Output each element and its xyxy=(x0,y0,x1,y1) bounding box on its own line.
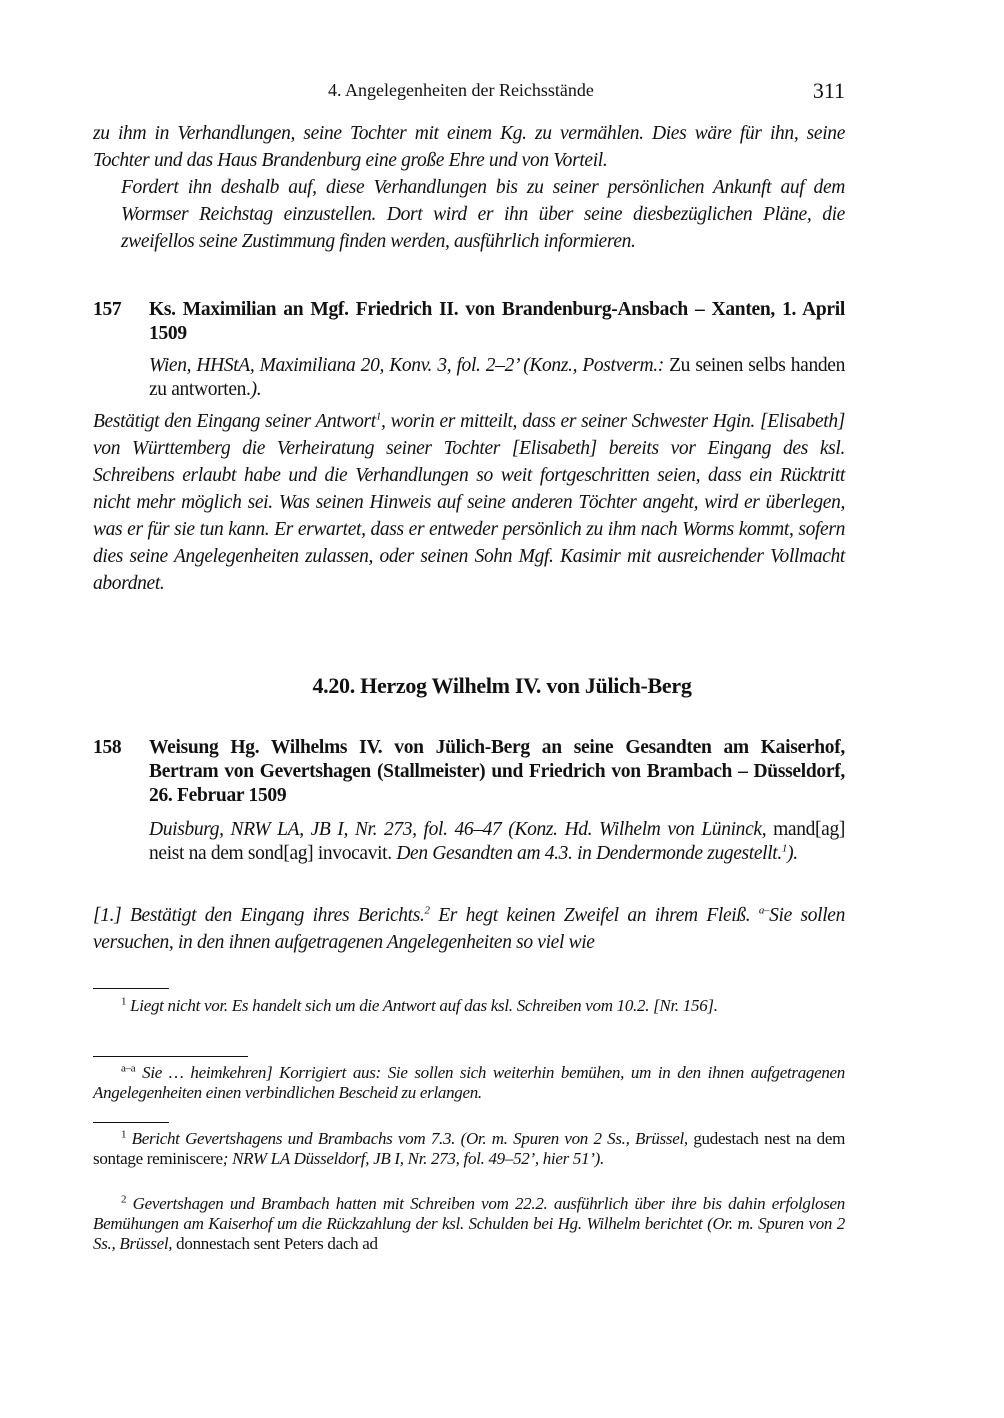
footnote-text: ; NRW LA Düsseldorf, JB I, Nr. 273, fol. 49–52’, hier 51’). xyxy=(222,1149,604,1168)
entry-157-heading xyxy=(93,298,845,346)
page-number: 311 xyxy=(812,78,845,103)
footnote-number: 1 xyxy=(121,1128,127,1141)
running-title: 4. Angelegenheiten der Reichsstände xyxy=(328,80,594,100)
footnote-number: a–a xyxy=(121,1062,136,1075)
footnote-ref[interactable]: 2 xyxy=(424,904,430,917)
section-heading: 4.20. Herzog Wilhelm IV. von Jülich-Berg xyxy=(312,673,692,698)
source-text: ). xyxy=(250,379,262,400)
intro-text xyxy=(93,120,845,255)
intro-paragraph-1: zu ihm in Verhandlungen, seine Tochter mit einem Kg. zu vermählen. Dies wäre für ihn, seine Tochter und das Haus Brandenburg eine große Ehre und von Vorteil. xyxy=(93,123,845,171)
footnote-quote: gudestach nest na dem sontage reminiscere xyxy=(93,1129,846,1168)
source-text: ). xyxy=(787,843,798,864)
source-quote: Zu seinen selbs handen zu antworten. xyxy=(149,355,845,400)
footnote-quote: donnestach sent Peters dach ad xyxy=(172,1234,378,1253)
intro-paragraph-2: Fordert ihn deshalb auf, diese Verhandlungen bis zu seiner persönlichen Ankunft auf dem Wormser Reichstag einzustellen. Dort wird er ihn über seine diesbezüglichen Pläne, die zweifellos seine Zustimmung finden werden, ausführlich informieren. xyxy=(121,177,845,252)
entry-158-body xyxy=(93,902,845,956)
apparatus-rule xyxy=(93,1056,248,1057)
source-text: Wien, HHStA, Maximiliana 20, Konv. 3, fol. 2–2’ (Konz., Postverm.: xyxy=(149,355,664,376)
source-text: Den Gesandten am 4.3. in Dendermonde zugestellt. xyxy=(396,843,782,864)
footnote-text: Bericht Gevertshagens und Brambachs vom 7.3. (Or. m. Spuren von 2 Ss., Brüssel, xyxy=(131,1129,688,1148)
body-text: [1.] Bestätigt den Eingang ihres Berichts. xyxy=(93,905,425,926)
footnote-158-2 xyxy=(93,1194,845,1254)
footnote-157-1 xyxy=(93,996,845,1016)
entry-number: 158 xyxy=(93,737,122,758)
footnote-number: 1 xyxy=(121,995,127,1008)
footnote-text: Sie … heimkehren] Korrigiert aus: Sie sollen sich weiterhin bemühen, um in den ihnen aufgetragenen Angelegenheiten einen verbindlichen Bescheid zu erlangen. xyxy=(93,1063,845,1102)
footnote-ref[interactable]: 1 xyxy=(781,842,788,855)
source-text: Duisburg, NRW LA, JB I, Nr. 273, fol. 46–47 (Konz. Hd. Wilhelm von Lüninck, xyxy=(149,819,767,840)
body-text: Sie sollen versuchen, in den ihnen aufgetragenen Angelegenheiten so viel wie xyxy=(93,905,845,953)
source-quote: mand[ag] neist na dem sond[ag] invocavit. xyxy=(149,819,845,864)
footnote-ref[interactable]: 1 xyxy=(375,410,382,423)
footnote-158-1 xyxy=(93,1129,845,1169)
body-text: Bestätigt den Eingang seiner Antwort xyxy=(93,411,376,432)
apparatus-note-a xyxy=(93,1063,845,1103)
footnote-text: Liegt nicht vor. Es handelt sich um die Antwort auf das ksl. Schreiben vom 10.2. [Nr. 156]. xyxy=(130,996,718,1015)
footnote-rule xyxy=(93,988,169,989)
footnote-text: Gevertshagen und Brambach hatten mit Schreiben vom 22.2. ausführlich über ihre bis dahin erfolglosen Bemühungen am Kaiserhof um die Rückzahlung der ksl. Schulden bei Hg. Wilhelm berichtet (Or. m. Spuren von 2 Ss., Brüssel, xyxy=(93,1194,845,1253)
entry-157-body xyxy=(93,408,845,597)
entry-number: 157 xyxy=(93,299,122,320)
body-text: , worin er mitteilt, dass er seiner Schwester Hgin. [Elisabeth] von Württemberg die Verheiratung seiner Tochter [Elisabeth] bereits vor Eingang des ksl. Schreibens erlaubt habe und die Verhandlungen so weit fortgeschritten seien, dass ein Rücktritt nicht mehr möglich sei. Was seinen Hinweis auf seine anderen Töchter angeht, wird er überlegen, was er für sie tun kann. Er erwartet, dass er entweder persönlich zu ihm nach Worms kommt, sofern dies seine Angelegenheiten zulassen, oder seinen Sohn Mgf. Kasimir mit ausreichender Vollmacht abordnet. xyxy=(93,411,845,594)
footnote-number: 2 xyxy=(121,1193,127,1206)
entry-158-source xyxy=(149,818,845,866)
entry-title: Weisung Hg. Wilhelms IV. von Jülich-Berg an seine Gesandten am Kaiserhof, Bertram von Gevertshagen (Stallmeister) und Friedrich von Brambach – Düsseldorf, 26. Februar 1509 xyxy=(149,737,845,806)
body-text: Er hegt keinen Zweifel an ihrem Fleiß. xyxy=(429,905,759,926)
entry-157-source xyxy=(149,354,845,402)
entry-title: Ks. Maximilian an Mgf. Friedrich II. von Brandenburg-Ansbach – Xanten, 1. April 1509 xyxy=(149,299,845,344)
apparatus-mark[interactable]: a– xyxy=(758,904,770,917)
footnote-rule xyxy=(93,1122,169,1123)
entry-158-heading xyxy=(93,736,845,808)
